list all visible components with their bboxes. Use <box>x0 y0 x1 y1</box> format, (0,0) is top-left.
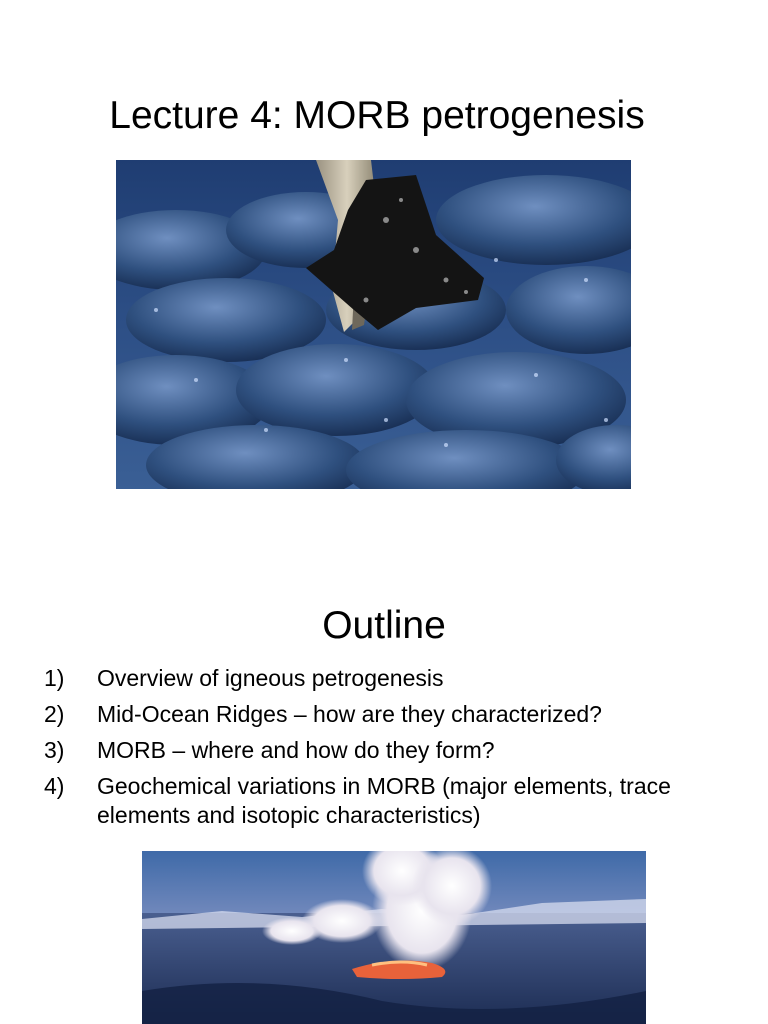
outline-list <box>0 664 768 837</box>
outline-item-text: Overview of igneous petrogenesis <box>97 665 444 691</box>
outline-item <box>0 772 768 830</box>
outline-item-text: Geochemical variations in MORB (major elements, trace elements and isotopic characteristics) <box>97 773 671 828</box>
outline-item-number: 3) <box>44 737 65 763</box>
outline-item-text: MORB – where and how do they form? <box>97 737 495 763</box>
outline-item <box>0 736 768 765</box>
outline-item-text: Mid-Ocean Ridges – how are they characterized? <box>97 701 602 727</box>
outline-item-number: 1) <box>44 665 65 691</box>
outline-item <box>0 664 768 693</box>
volcano-eruption-icon <box>142 851 646 1024</box>
outline-item-number: 4) <box>44 773 65 799</box>
outline-item-number: 2) <box>44 701 65 727</box>
outline-item <box>0 700 768 729</box>
seafloor-photo <box>116 160 631 489</box>
slide-title-outline: Outline <box>322 604 446 647</box>
eruption-photo <box>142 851 646 1024</box>
slide-title-lecture: Lecture 4: MORB petrogenesis <box>109 94 645 137</box>
seafloor-basalt-icon <box>116 160 631 489</box>
